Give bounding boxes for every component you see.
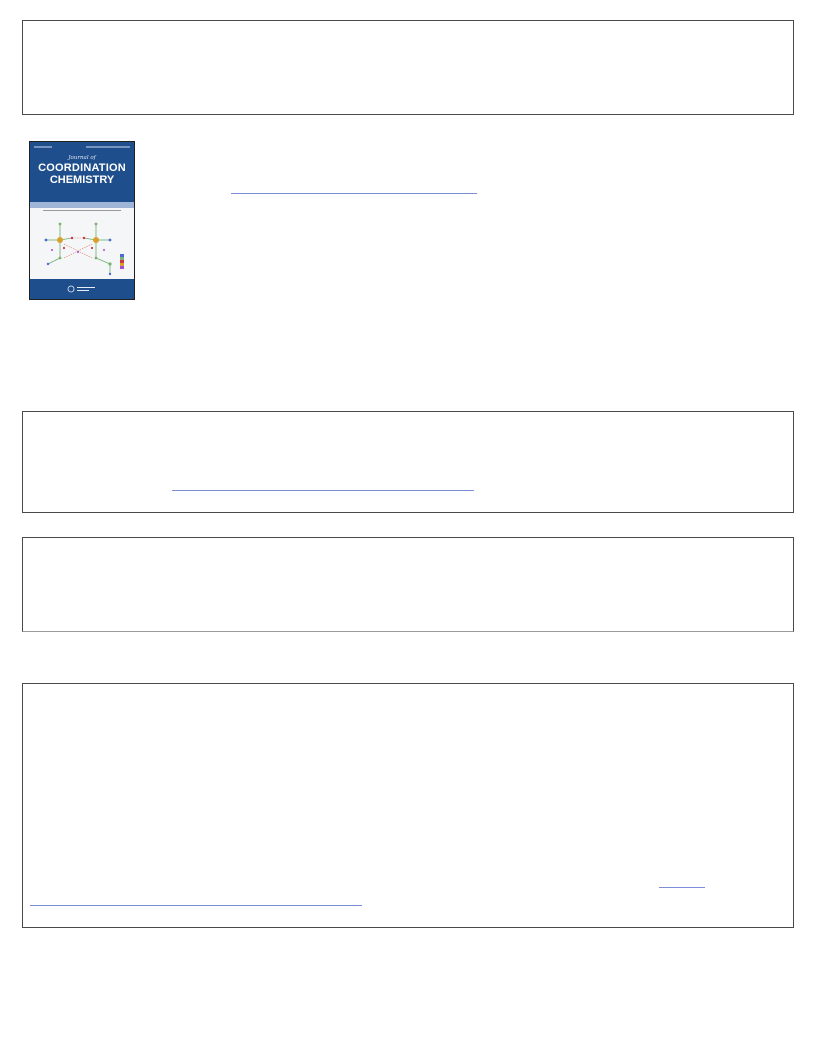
cover-footer-band [30, 279, 134, 299]
publisher-logo-icon [67, 285, 97, 293]
citation-box [22, 411, 794, 513]
top-info-box [22, 20, 794, 115]
cover-title-line-2: CHEMISTRY [49, 174, 115, 186]
journal-cover-image[interactable] [29, 141, 135, 300]
title-link[interactable] [231, 193, 477, 194]
cover-caption-marks [35, 209, 129, 212]
terms-conditions-box [22, 683, 794, 928]
cover-light-strip [30, 202, 134, 208]
cover-title-line-1: COORDINATION [38, 162, 126, 174]
cover-header-band [30, 142, 134, 202]
molecule-structure-illustration [34, 214, 130, 278]
cover-issue-line-marks [34, 145, 130, 149]
citation-link[interactable] [172, 490, 474, 491]
article-info-box [22, 537, 794, 632]
cover-journal-of: Journal of [68, 155, 96, 161]
cover-issue-line [34, 145, 130, 150]
terms-link-part-2[interactable] [30, 905, 362, 906]
terms-link-part-1[interactable] [659, 887, 705, 888]
cover-caption-line [35, 209, 129, 213]
